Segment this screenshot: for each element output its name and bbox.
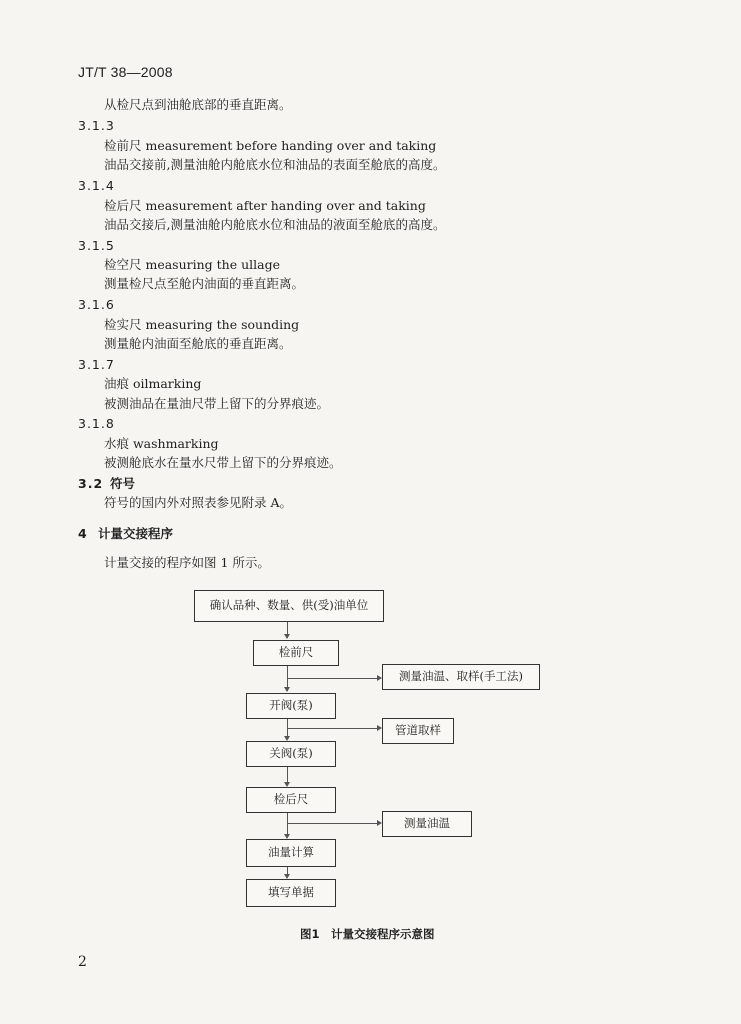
flow-step-open-valve: 开阀(泵) (246, 693, 336, 719)
term-definition: 被测油品在量油尺带上留下的分界痕迹。 (104, 396, 330, 411)
term-heading: 检空尺 measuring the ullage (104, 257, 280, 272)
term-heading: 油痕 oilmarking (104, 376, 202, 391)
document-header: JT/T 38—2008 (78, 64, 173, 80)
connector (287, 823, 379, 824)
flow-step-calc: 油量计算 (246, 839, 336, 867)
page-number: 2 (78, 954, 87, 970)
flow-step-fill-forms: 填写单据 (246, 879, 336, 907)
flow-step-before-measure: 检前尺 (253, 640, 339, 666)
arrow-down-icon (284, 687, 290, 692)
section-number: 3.1.8 (78, 416, 115, 431)
section-number: 3.1.7 (78, 357, 115, 372)
term-heading: 检后尺 measurement after handing over and taking (104, 198, 426, 213)
flow-side-temp-sample: 测量油温、取样(手工法) (382, 664, 540, 690)
figure-caption: 图1 计量交接程序示意图 (300, 927, 435, 941)
term-heading: 检前尺 measurement before handing over and taking (104, 138, 437, 153)
intro-line: 从检尺点到油舱底部的垂直距离。 (104, 97, 292, 112)
term-definition: 测量检尺点至舱内油面的垂直距离。 (104, 276, 305, 291)
section-text: 符号的国内外对照表参见附录 A。 (104, 495, 293, 510)
section-number: 3.1.5 (78, 238, 115, 253)
term-heading: 检实尺 measuring the sounding (104, 317, 300, 332)
section-title: 符号 (110, 476, 136, 491)
connector (287, 678, 379, 679)
section-text: 计量交接的程序如图 1 所示。 (104, 555, 270, 570)
flow-step-close-valve: 关阀(泵) (246, 741, 336, 767)
term-definition: 被测舱底水在量水尺带上留下的分界痕迹。 (104, 455, 342, 470)
section-number: 3.1.3 (78, 118, 115, 133)
flow-step-confirm: 确认品种、数量、供(受)油单位 (194, 590, 384, 622)
section-title: 计量交接程序 (98, 526, 174, 541)
term-definition: 测量舱内油面至舱底的垂直距离。 (104, 336, 292, 351)
arrow-down-icon (284, 634, 290, 639)
section-number: 3.1.6 (78, 297, 115, 312)
term-definition: 油品交接后,测量油舱内舱底水位和油品的液面至舱底的高度。 (104, 217, 446, 232)
connector (287, 728, 379, 729)
flow-side-pipeline-sample: 管道取样 (382, 718, 454, 744)
section-number: 4 (78, 526, 88, 541)
term-definition: 油品交接前,测量油舱内舱底水位和油品的表面至舱底的高度。 (104, 157, 446, 172)
term-heading: 水痕 washmarking (104, 436, 219, 451)
section-number: 3.1.4 (78, 178, 115, 193)
flow-step-after-measure: 检后尺 (246, 787, 336, 813)
section-number: 3.2 (78, 476, 104, 491)
flow-side-temp: 测量油温 (382, 811, 472, 837)
